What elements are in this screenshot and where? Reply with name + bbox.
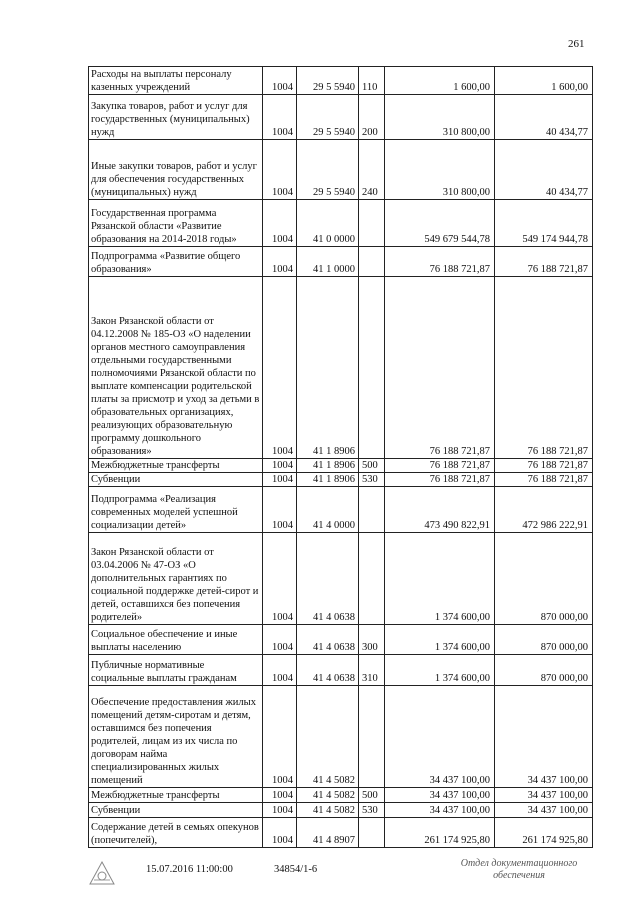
row-section: 1004 <box>263 533 297 625</box>
row-expense-type: 110 <box>359 67 385 95</box>
row-amount-planned: 76 188 721,87 <box>385 277 495 459</box>
row-amount-planned: 76 188 721,87 <box>385 473 495 487</box>
page-footer <box>88 860 592 890</box>
table-row <box>89 686 593 788</box>
table-row <box>89 459 593 473</box>
stamp-line: обеспечения <box>493 870 545 881</box>
row-amount-planned: 310 800,00 <box>385 140 495 200</box>
row-section: 1004 <box>263 140 297 200</box>
stamp-line: Отдел документационного <box>460 858 578 869</box>
row-section: 1004 <box>263 200 297 247</box>
row-target-code: 41 1 8906 <box>297 459 359 473</box>
row-amount-executed: 261 174 925,80 <box>495 818 593 848</box>
row-target-code: 41 1 8906 <box>297 277 359 459</box>
row-amount-executed: 34 437 100,00 <box>495 803 593 818</box>
department-stamp <box>444 858 594 882</box>
table-row <box>89 140 593 200</box>
row-name: Закон Рязанской области от 03.04.2006 № 47-ОЗ «О дополнительных гарантиях по социальной поддержке детей-сирот и детей, оставшихся без попечения родителей» <box>89 533 263 625</box>
row-section: 1004 <box>263 277 297 459</box>
row-amount-executed: 870 000,00 <box>495 533 593 625</box>
row-amount-planned: 310 800,00 <box>385 95 495 140</box>
row-amount-planned: 473 490 822,91 <box>385 487 495 533</box>
row-amount-executed: 34 437 100,00 <box>495 686 593 788</box>
row-amount-executed: 870 000,00 <box>495 625 593 655</box>
footer-document-code: 34854/1-6 <box>274 864 318 875</box>
row-section: 1004 <box>263 625 297 655</box>
row-amount-planned: 1 374 600,00 <box>385 655 495 686</box>
row-expense-type: 500 <box>359 459 385 473</box>
row-section: 1004 <box>263 67 297 95</box>
row-amount-executed: 76 188 721,87 <box>495 277 593 459</box>
row-expense-type: 300 <box>359 625 385 655</box>
row-expense-type <box>359 277 385 459</box>
row-section: 1004 <box>263 487 297 533</box>
row-expense-type: 500 <box>359 788 385 803</box>
row-name: Субвенции <box>89 473 263 487</box>
row-name: Расходы на выплаты персоналу казенных учреждений <box>89 67 263 95</box>
row-section: 1004 <box>263 686 297 788</box>
row-name: Обеспечение предоставления жилых помещений детям-сиротам и детям, оставшимся без попечения родителей, лицам из их числа по договорам найма специализированных жилых помещений <box>89 686 263 788</box>
row-amount-planned: 76 188 721,87 <box>385 247 495 277</box>
row-amount-planned: 34 437 100,00 <box>385 686 495 788</box>
row-amount-executed: 870 000,00 <box>495 655 593 686</box>
row-amount-executed: 40 434,77 <box>495 140 593 200</box>
row-amount-planned: 76 188 721,87 <box>385 459 495 473</box>
table-row <box>89 200 593 247</box>
row-target-code: 41 4 0000 <box>297 487 359 533</box>
row-amount-planned: 34 437 100,00 <box>385 803 495 818</box>
row-amount-executed: 34 437 100,00 <box>495 788 593 803</box>
budget-table <box>88 66 593 848</box>
row-section: 1004 <box>263 818 297 848</box>
row-name: Закон Рязанской области от 04.12.2008 № 185-ОЗ «О наделении органов местного самоуправления отдельными государственными полномочиями Рязанской области по выплате компенсации родительской платы за присмотр и уход за детьми в образовательных организациях, реализующих образовательную программу дошкольного образования» <box>89 277 263 459</box>
table-row <box>89 803 593 818</box>
table-row <box>89 788 593 803</box>
row-amount-planned: 549 679 544,78 <box>385 200 495 247</box>
table-row <box>89 818 593 848</box>
table-row <box>89 487 593 533</box>
row-target-code: 41 4 0638 <box>297 625 359 655</box>
row-amount-planned: 1 374 600,00 <box>385 625 495 655</box>
row-expense-type: 530 <box>359 803 385 818</box>
row-expense-type: 310 <box>359 655 385 686</box>
row-name: Подпрограмма «Реализация современных моделей успешной социализации детей» <box>89 487 263 533</box>
row-amount-executed: 40 434,77 <box>495 95 593 140</box>
page-number: 261 <box>568 38 585 50</box>
row-target-code: 41 4 5082 <box>297 803 359 818</box>
document-seal-icon <box>88 860 116 888</box>
row-section: 1004 <box>263 803 297 818</box>
row-expense-type <box>359 533 385 625</box>
row-amount-executed: 472 986 222,91 <box>495 487 593 533</box>
row-name: Закупка товаров, работ и услуг для государственных (муниципальных) нужд <box>89 95 263 140</box>
table-row <box>89 95 593 140</box>
row-expense-type <box>359 487 385 533</box>
row-name: Межбюджетные трансферты <box>89 459 263 473</box>
row-amount-executed: 549 174 944,78 <box>495 200 593 247</box>
row-expense-type: 200 <box>359 95 385 140</box>
row-amount-planned: 1 374 600,00 <box>385 533 495 625</box>
row-target-code: 41 4 0638 <box>297 533 359 625</box>
row-target-code: 41 1 8906 <box>297 473 359 487</box>
row-expense-type <box>359 818 385 848</box>
table-row <box>89 625 593 655</box>
row-expense-type <box>359 247 385 277</box>
row-target-code: 41 4 8907 <box>297 818 359 848</box>
row-name: Субвенции <box>89 803 263 818</box>
row-expense-type <box>359 200 385 247</box>
row-target-code: 29 5 5940 <box>297 95 359 140</box>
row-section: 1004 <box>263 655 297 686</box>
row-section: 1004 <box>263 95 297 140</box>
table-row <box>89 247 593 277</box>
row-expense-type <box>359 686 385 788</box>
row-amount-planned: 34 437 100,00 <box>385 788 495 803</box>
row-amount-executed: 1 600,00 <box>495 67 593 95</box>
row-target-code: 29 5 5940 <box>297 140 359 200</box>
row-name: Межбюджетные трансферты <box>89 788 263 803</box>
row-amount-planned: 261 174 925,80 <box>385 818 495 848</box>
row-section: 1004 <box>263 459 297 473</box>
row-amount-executed: 76 188 721,87 <box>495 473 593 487</box>
row-name: Иные закупки товаров, работ и услуг для обеспечения государственных (муниципальных) нужд <box>89 140 263 200</box>
row-target-code: 29 5 5940 <box>297 67 359 95</box>
row-target-code: 41 4 0638 <box>297 655 359 686</box>
table-row <box>89 473 593 487</box>
footer-timestamp: 15.07.2016 11:00:00 <box>146 864 233 875</box>
row-target-code: 41 4 5082 <box>297 686 359 788</box>
row-section: 1004 <box>263 247 297 277</box>
row-amount-executed: 76 188 721,87 <box>495 247 593 277</box>
row-name: Содержание детей в семьях опекунов (попечителей), <box>89 818 263 848</box>
row-expense-type: 530 <box>359 473 385 487</box>
row-expense-type: 240 <box>359 140 385 200</box>
row-amount-planned: 1 600,00 <box>385 67 495 95</box>
row-name: Социальное обеспечение и иные выплаты населению <box>89 625 263 655</box>
table-row <box>89 67 593 95</box>
row-name: Государственная программа Рязанской области «Развитие образования на 2014-2018 годы» <box>89 200 263 247</box>
table-row <box>89 655 593 686</box>
row-target-code: 41 4 5082 <box>297 788 359 803</box>
row-name: Публичные нормативные социальные выплаты гражданам <box>89 655 263 686</box>
row-target-code: 41 1 0000 <box>297 247 359 277</box>
row-section: 1004 <box>263 788 297 803</box>
row-target-code: 41 0 0000 <box>297 200 359 247</box>
table-row <box>89 533 593 625</box>
row-amount-executed: 76 188 721,87 <box>495 459 593 473</box>
row-section: 1004 <box>263 473 297 487</box>
table-row <box>89 277 593 459</box>
row-name: Подпрограмма «Развитие общего образования» <box>89 247 263 277</box>
